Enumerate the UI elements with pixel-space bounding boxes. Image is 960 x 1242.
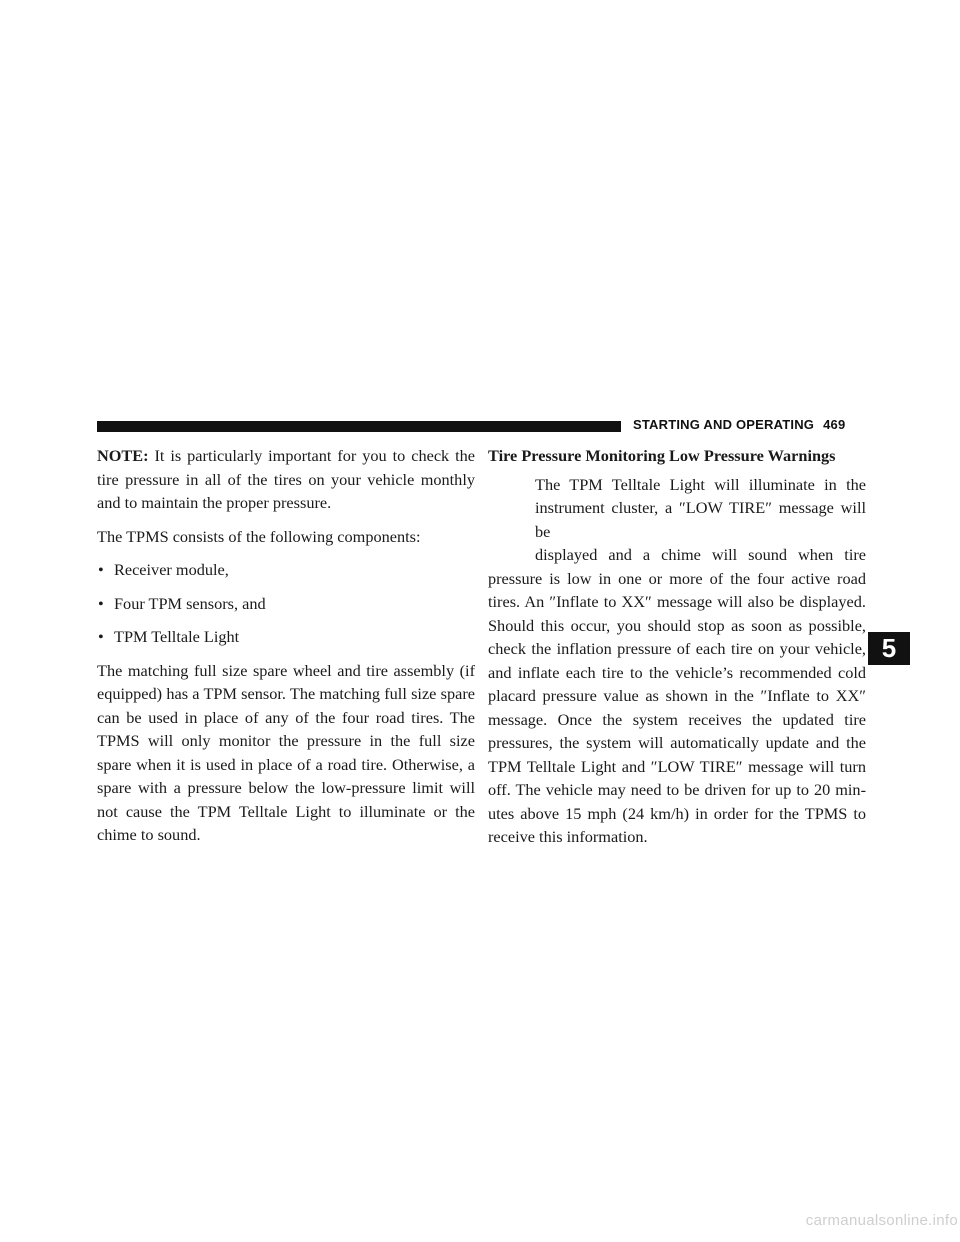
note-paragraph xyxy=(97,444,475,515)
list-item: • Receiver module, xyxy=(97,558,475,582)
header-rule xyxy=(97,421,621,432)
bullet-icon: • xyxy=(98,560,104,579)
section-heading: Tire Pressure Monitoring Low Pressure Warnings xyxy=(488,446,836,465)
bullet-icon: • xyxy=(98,593,104,613)
page-number: 469 xyxy=(823,417,846,432)
left-column xyxy=(97,444,475,857)
bullet-icon: • xyxy=(98,627,104,646)
list-item: • TPM Telltale Light xyxy=(97,625,475,649)
right-column xyxy=(488,444,866,859)
chapter-tab: 5 xyxy=(868,632,910,665)
warning-icon-wrap-text: The TPM Telltale Light will illuminate in the instrument cluster, a ″LOW TIRE″ message will be displayed and a chime will sound when tire xyxy=(535,474,866,564)
warning-paragraph: pressure is low in one or more of the four active road tires. An ″Inflate to XX″ message will also be displayed. Should this occur, you should stop as soon as possible, check the inflation pressure of each tire on your vehicle, and inflate each tire to the vehicle’s recommended cold placard pressure value as shown in the ″Inflate to XX″ message. Once the system receives the updated tire pressures, the system will automatically update and the TPM Telltale Light and ″LOW TIRE″ message will turn off. The vehicle may need to be driven for up to 20 min-utes above 15 mph (24 km/h) in order for the TPMS to receive this information. xyxy=(488,568,866,846)
spare-paragraph: The matching full size spare wheel and tire assembly (if equipped) has a TPM sensor. The matching full size spare can be used in place of any of the four road tires. The TPMS will only monitor the pressure in the full size spare when it is used in place of a road tire. Otherwise, a spare with a pressure below the low-pressure limit will not cause the TPM Telltale Light to illuminate or the chime to sound. xyxy=(97,660,475,844)
running-header xyxy=(633,417,845,432)
list-item: • Four TPM sensors, and xyxy=(97,592,475,616)
watermark: carmanualsonline.info xyxy=(805,1212,958,1229)
components-intro: The TPMS consists of the following components: xyxy=(97,526,421,546)
components-list xyxy=(97,558,475,649)
note-label: NOTE: xyxy=(97,446,149,465)
section-title: STARTING AND OPERATING xyxy=(633,417,815,432)
note-text: It is particularly important for you to check the tire pressure in all of the tires on your vehicle monthly and to maintain the proper pressure. xyxy=(97,446,475,512)
